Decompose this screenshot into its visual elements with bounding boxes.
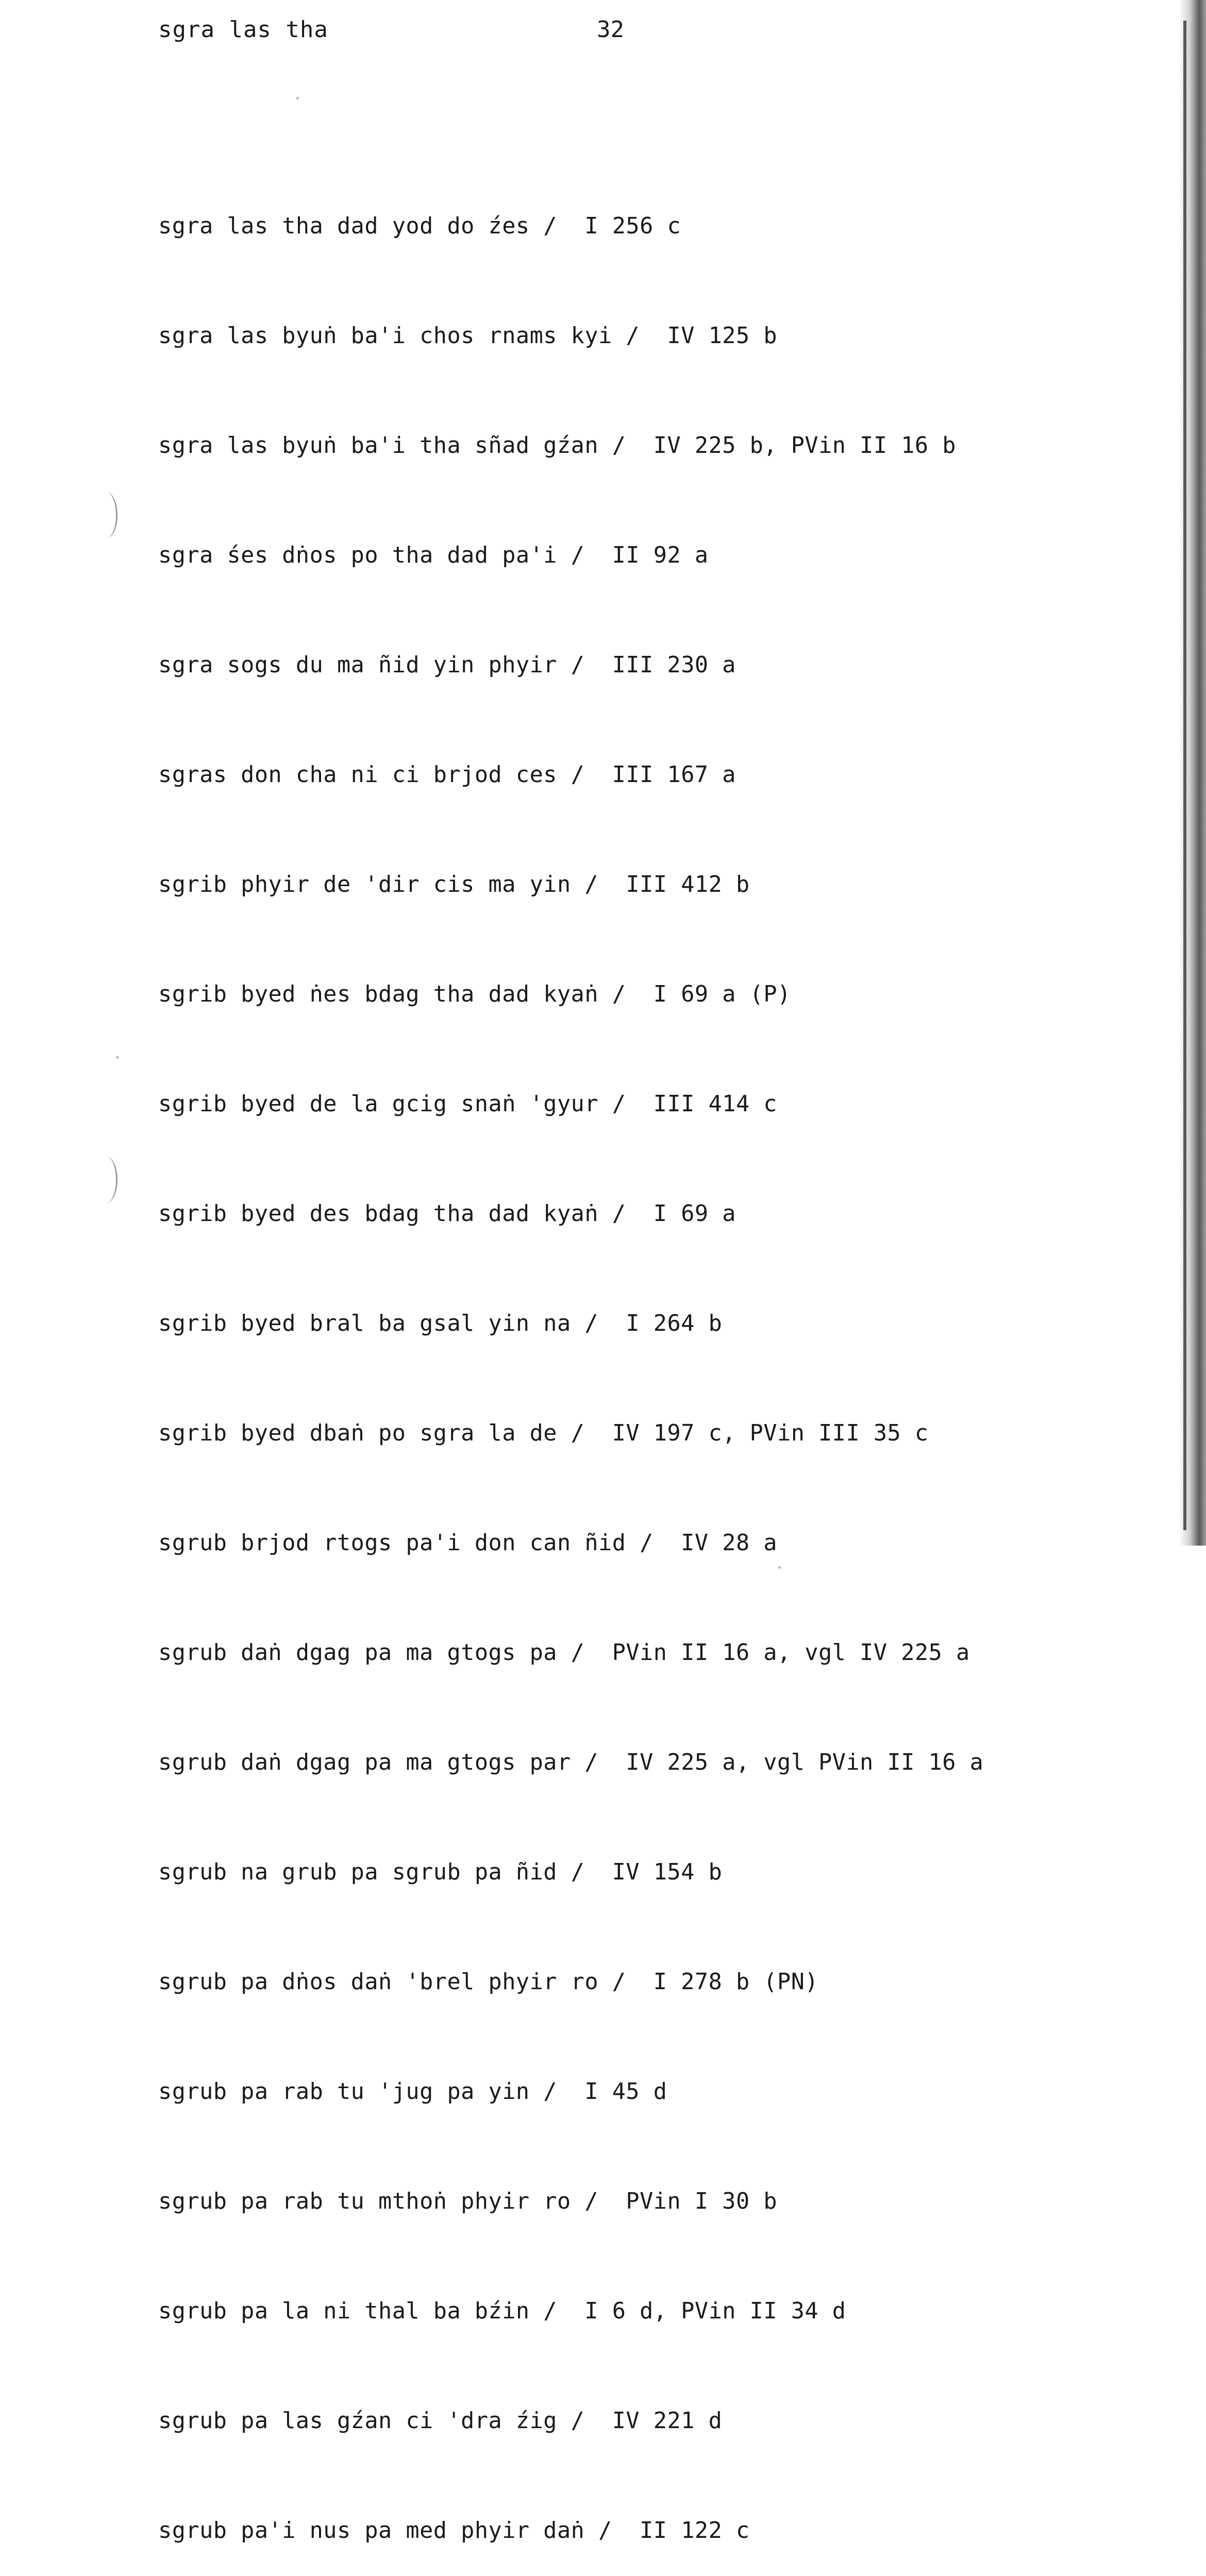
entry-line: sgrib phyir de 'dir cis ma yin / III 412 b [158,872,750,897]
entry-line: sgra śes dṅos po tha dad pa'i / II 92 a [158,543,709,568]
entry-line: sgrub pa rab tu 'jug pa yin / I 45 d [158,2079,667,2105]
entry-line: sgrib byed bral ba gsal yin na / I 264 b [158,1311,723,1336]
scan-edge-line [1183,21,1186,1530]
entry-line: sgras don cha ni ci brjod ces / III 167 a [158,762,736,788]
entry-line: sgrub pa'i nus pa med phyir daṅ / II 122 c [158,2518,750,2544]
entry-line: sgrub daṅ dgag pa ma gtogs pa / PVin II 16 a, vgl IV 225 a [158,1640,970,1666]
entry-line: sgrib byed dbaṅ po sgra la de / IV 197 c, PVin III 35 c [158,1420,929,1446]
scan-speck [778,1566,781,1569]
entry-line: sgrub pa rab tu mthoṅ phyir ro / PVin I 30 b [158,2189,778,2214]
page-number: 32 [597,16,624,43]
entry-line: sgra las byuṅ ba'i chos rnams kyi / IV 125 b [158,323,778,349]
entry-line: sgrib byed des bdag tha dad kyaṅ / I 69 a [158,1201,736,1227]
scan-speck [116,1056,119,1059]
entry-line: sgra las tha dad yod do źes / I 256 c [158,213,681,239]
entry-line: sgra las byuṅ ba'i tha sñad gźan / IV 225 b, PVin II 16 b [158,433,956,459]
entry-line: sgrib byed ṅes bdag tha dad kyaṅ / I 69 a (P) [158,981,791,1007]
entry-line: sgrub pa dṅos daṅ 'brel phyir ro / I 278 b (PN) [158,1969,819,1995]
entry-line: sgra sogs du ma ñid yin phyir / III 230 a [158,652,736,678]
entry-line: sgrub daṅ dgag pa ma gtogs par / IV 225 a, vgl PVin II 16 a [158,1750,984,1775]
entry-line: sgrib byed de la gcig snaṅ 'gyur / III 414 c [158,1091,778,1117]
entry-line: sgrub pa las gźan ci 'dra źig / IV 221 d [158,2408,723,2434]
punch-hole-mark [95,1157,118,1203]
punch-hole-mark [95,492,118,538]
running-head: sgra las tha [158,16,328,43]
entry-list [158,135,983,2576]
entry-line: sgrub brjod rtogs pa'i don can ñid / IV 28 a [158,1530,778,1556]
entry-line: sgrub na grub pa sgrub pa ñid / IV 154 b [158,1859,723,1885]
scan-speck [296,97,299,99]
entry-line: sgrub pa la ni thal ba bźin / I 6 d, PVin II 34 d [158,2298,846,2324]
